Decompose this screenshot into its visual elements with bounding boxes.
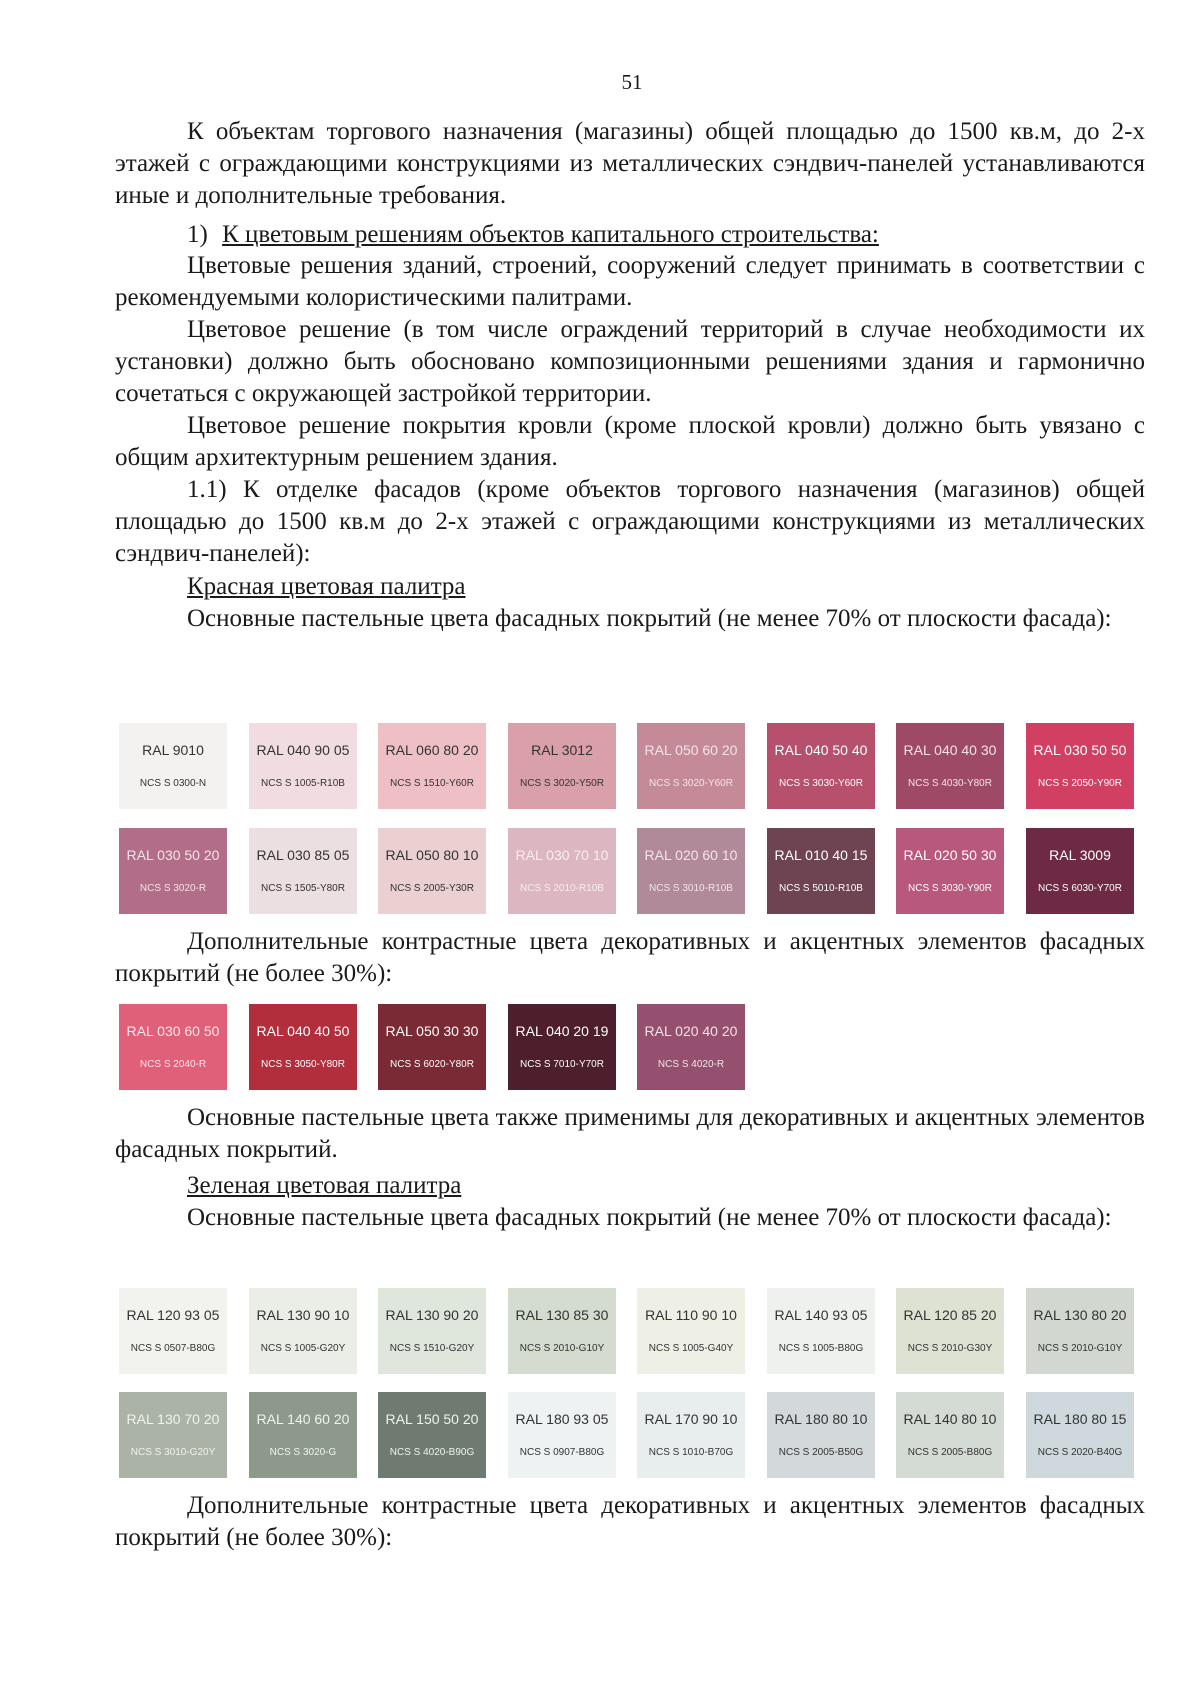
color-swatch: [119, 1004, 227, 1090]
ral-code: RAL 120 85 20: [903, 1307, 997, 1323]
ral-code: RAL 030 50 20: [126, 847, 220, 863]
ral-code: RAL 040 50 40: [774, 742, 868, 758]
color-swatch: [119, 1392, 227, 1478]
ral-code: RAL 150 50 20: [385, 1411, 479, 1427]
ral-code: RAL 030 85 05: [256, 847, 350, 863]
ral-code: RAL 060 80 20: [385, 742, 479, 758]
color-swatch: [508, 828, 616, 914]
ncs-code: NCS S 1510-Y60R: [390, 778, 474, 789]
color-swatch: [249, 1288, 357, 1374]
color-swatch: [508, 723, 616, 809]
ral-code: RAL 170 90 10: [644, 1411, 738, 1427]
ncs-code: NCS S 0907-B80G: [519, 1447, 605, 1458]
ral-code: RAL 020 40 20: [644, 1023, 738, 1039]
ncs-code: NCS S 0300-N: [139, 778, 207, 789]
color-swatch: [896, 723, 1004, 809]
ral-code: RAL 130 90 20: [385, 1307, 479, 1323]
ral-code: RAL 030 70 10: [515, 847, 609, 863]
color-swatch: [119, 723, 227, 809]
ncs-code: NCS S 2005-Y30R: [390, 883, 474, 894]
green-main-intro: Основные пастельные цвета фасадных покрытий (не менее 70% от плоскости фасада):: [187, 1204, 1112, 1231]
color-swatch: [767, 828, 875, 914]
ral-code: RAL 020 60 10: [644, 847, 738, 863]
color-swatch: [508, 1288, 616, 1374]
color-swatch: [378, 1392, 486, 1478]
ncs-code: NCS S 6030-Y70R: [1038, 883, 1122, 894]
paragraph-color-solution-fences: Цветовое решение (в том числе ограждений территорий в случае необходимости их установки) должно быть обосновано композиционными решениями здания и гармонично сочетаться с окружающей застройкой территории.: [115, 316, 1145, 407]
ral-code: RAL 9010: [142, 742, 204, 758]
ral-code: RAL 050 60 20: [644, 742, 738, 758]
ncs-code: NCS S 2020-B40G: [1037, 1447, 1123, 1458]
ncs-code: NCS S 6020-Y80R: [390, 1059, 474, 1070]
paragraph-color-solutions: Цветовые решения зданий, строений, сооружений следует принимать в соответствии с рекомендуемыми колористическими палитрами.: [115, 252, 1145, 311]
ncs-code: NCS S 2050-Y90R: [1038, 778, 1122, 789]
ncs-code: NCS S 2005-B50G: [778, 1447, 864, 1458]
ncs-code: NCS S 3030-Y90R: [908, 883, 992, 894]
ncs-code: NCS S 1505-Y80R: [261, 883, 345, 894]
ncs-code: NCS S 4020-R: [657, 1059, 725, 1070]
page-number: 51: [621, 70, 643, 94]
ncs-code: NCS S 3020-R: [139, 883, 207, 894]
ral-code: RAL 010 40 15: [774, 847, 868, 863]
color-swatch: [508, 1004, 616, 1090]
red-accent-intro: Дополнительные контрастные цвета декоративных и акцентных элементов фасадных покрытий (не более 30%):: [115, 928, 1145, 987]
ral-code: RAL 130 85 30: [515, 1307, 609, 1323]
color-swatch: [1026, 1392, 1134, 1478]
ncs-code: NCS S 1010-B70G: [648, 1447, 734, 1458]
color-swatch: [767, 1392, 875, 1478]
ncs-code: NCS S 1005-B80G: [778, 1343, 864, 1354]
ral-code: RAL 050 30 30: [385, 1023, 479, 1039]
ral-code: RAL 130 70 20: [126, 1411, 220, 1427]
ncs-code: NCS S 2010-G10Y: [519, 1343, 605, 1354]
ral-code: RAL 180 80 15: [1033, 1411, 1127, 1427]
ncs-code: NCS S 2040-R: [139, 1059, 207, 1070]
ncs-code: NCS S 1005-G20Y: [260, 1343, 346, 1354]
ncs-code: NCS S 1510-G20Y: [389, 1343, 475, 1354]
color-swatch: [896, 1392, 1004, 1478]
ral-code: RAL 3012: [531, 742, 593, 758]
ral-code: RAL 130 90 10: [256, 1307, 350, 1323]
ncs-code: NCS S 1005-R10B: [261, 778, 345, 789]
color-swatch: [637, 828, 745, 914]
ral-code: RAL 030 60 50: [126, 1023, 220, 1039]
ral-code: RAL 140 93 05: [774, 1307, 868, 1323]
ral-code: RAL 140 80 10: [903, 1411, 997, 1427]
ncs-code: NCS S 3050-Y80R: [261, 1059, 345, 1070]
color-swatch: [637, 1004, 745, 1090]
ncs-code: NCS S 2010-G30Y: [907, 1343, 993, 1354]
color-swatch: [378, 1004, 486, 1090]
ral-code: RAL 040 90 05: [256, 742, 350, 758]
color-swatch: [767, 723, 875, 809]
color-swatch: [119, 828, 227, 914]
ncs-code: NCS S 0507-B80G: [130, 1343, 216, 1354]
ral-code: RAL 040 40 50: [256, 1023, 350, 1039]
ral-code: RAL 050 80 10: [385, 847, 479, 863]
color-swatch: [378, 723, 486, 809]
color-swatch: [637, 723, 745, 809]
ncs-code: NCS S 4020-B90G: [389, 1447, 475, 1458]
item-1-title: К цветовым решениям объектов капитального строительства:: [222, 221, 879, 248]
red-main-intro: Основные пастельные цвета фасадных покрытий (не менее 70% от плоскости фасада):: [187, 605, 1112, 632]
green-palette-heading: Зеленая цветовая палитра: [187, 1172, 462, 1199]
color-swatch: [508, 1392, 616, 1478]
red-note: Основные пастельные цвета также применимы для декоративных и акцентных элементов фасадных покрытий.: [115, 1104, 1145, 1163]
red-palette-heading: Красная цветовая палитра: [187, 573, 466, 600]
ncs-code: NCS S 4030-Y80R: [908, 778, 992, 789]
ral-code: RAL 3009: [1049, 847, 1111, 863]
item-1-number: 1): [187, 221, 208, 248]
ncs-code: NCS S 2010-R10B: [520, 883, 604, 894]
color-swatch: [249, 723, 357, 809]
ncs-code: NCS S 3020-G: [269, 1447, 337, 1458]
color-swatch: [378, 828, 486, 914]
color-swatch: [1026, 1288, 1134, 1374]
color-swatch: [637, 1288, 745, 1374]
paragraph-retail-objects: К объектам торгового назначения (магазины) общей площадью до 1500 кв.м, до 2-х этажей с ограждающими конструкциями из металлических сэндвич-панелей устанавливаются иные и дополнительные требования.: [115, 118, 1145, 209]
ncs-code: NCS S 3010-G20Y: [130, 1447, 216, 1458]
color-swatch: [1026, 723, 1134, 809]
green-accent-intro: Дополнительные контрастные цвета декоративных и акцентных элементов фасадных покрытий (не более 30%):: [115, 1492, 1145, 1551]
ral-code: RAL 180 93 05: [515, 1411, 609, 1427]
ncs-code: NCS S 3020-Y50R: [520, 778, 604, 789]
ncs-code: NCS S 2005-B80G: [907, 1447, 993, 1458]
color-swatch: [1026, 828, 1134, 914]
ral-code: RAL 130 80 20: [1033, 1307, 1127, 1323]
color-swatch: [767, 1288, 875, 1374]
ncs-code: NCS S 3010-R10B: [649, 883, 733, 894]
ncs-code: NCS S 3020-Y60R: [649, 778, 733, 789]
paragraph-facade-finishing: 1.1) К отделке фасадов (кроме объектов торгового назначения (магазинов) общей площадью до 1500 кв.м до 2-х этажей с ограждающими конструкциями из металлических сэндвич-панелей):: [115, 476, 1145, 567]
color-swatch: [637, 1392, 745, 1478]
color-swatch: [378, 1288, 486, 1374]
color-swatch: [896, 828, 1004, 914]
ral-code: RAL 180 80 10: [774, 1411, 868, 1427]
item-1-heading: [187, 219, 879, 251]
ncs-code: NCS S 1005-G40Y: [648, 1343, 734, 1354]
paragraph-roof-color: Цветовое решение покрытия кровли (кроме плоской кровли) должно быть увязано с общим архитектурным решением здания.: [115, 412, 1145, 471]
color-swatch: [119, 1288, 227, 1374]
ral-code: RAL 020 50 30: [903, 847, 997, 863]
color-swatch: [249, 1392, 357, 1478]
color-swatch: [249, 1004, 357, 1090]
ncs-code: NCS S 7010-Y70R: [520, 1059, 604, 1070]
ncs-code: NCS S 3030-Y60R: [779, 778, 863, 789]
ral-code: RAL 040 20 19: [515, 1023, 609, 1039]
ral-code: RAL 110 90 10: [645, 1307, 737, 1323]
ncs-code: NCS S 2010-G10Y: [1037, 1343, 1123, 1354]
ral-code: RAL 140 60 20: [256, 1411, 350, 1427]
ral-code: RAL 120 93 05: [126, 1307, 220, 1323]
color-swatch: [249, 828, 357, 914]
ncs-code: NCS S 5010-R10B: [779, 883, 863, 894]
ral-code: RAL 040 40 30: [903, 742, 997, 758]
color-swatch: [896, 1288, 1004, 1374]
ral-code: RAL 030 50 50: [1033, 742, 1127, 758]
